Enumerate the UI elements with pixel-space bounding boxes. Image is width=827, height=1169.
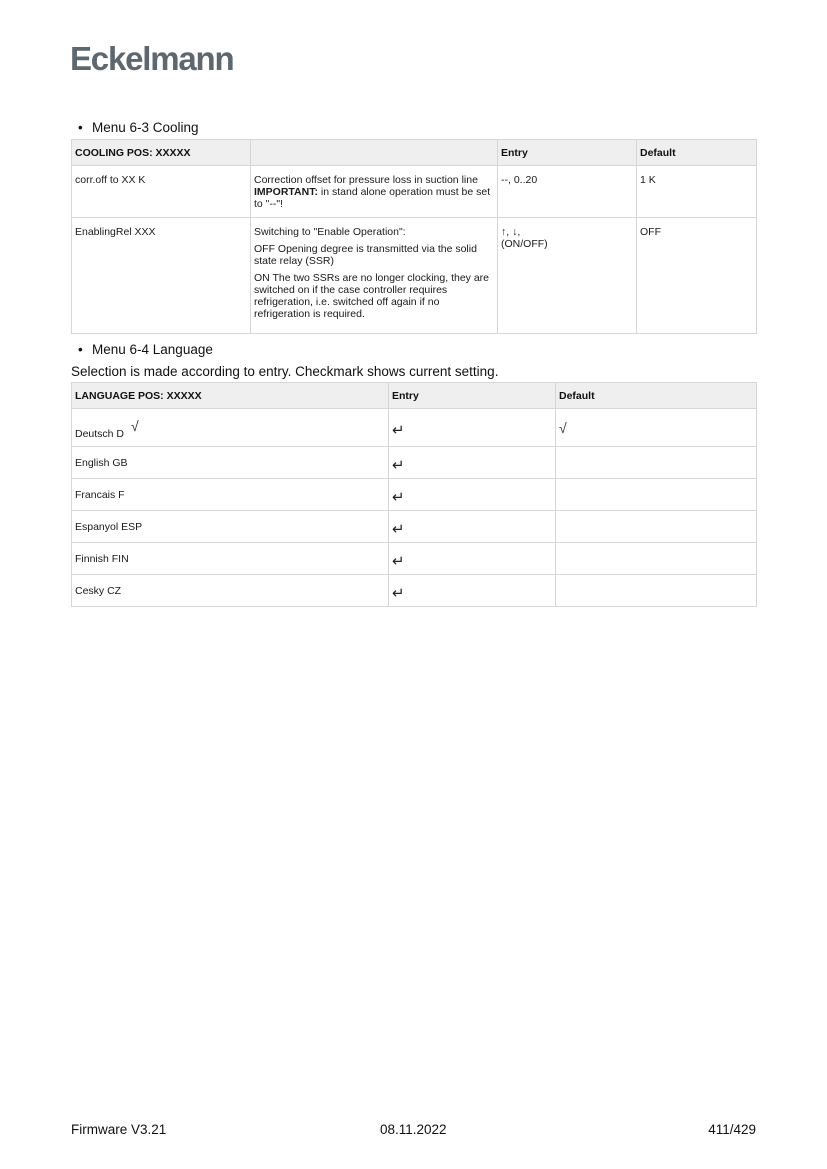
param-description <box>251 166 498 218</box>
checkmark-icon: √ <box>130 418 139 434</box>
enter-key-icon: ↵ <box>392 456 405 474</box>
cooling-heading-text: Menu 6-3 Cooling <box>92 120 199 135</box>
desc-text: ON The two SSRs are no longer clocking, they are switched on if the case controller requires refrigeration, i.e. switched off again if no refrigeration is required. <box>254 272 490 320</box>
language-heading <box>78 342 213 357</box>
bullet-dot: • <box>78 342 83 357</box>
cooling-heading <box>78 120 199 135</box>
language-table <box>71 382 757 607</box>
entry-cell <box>389 543 556 575</box>
entry-cell <box>389 409 556 447</box>
table-row <box>72 575 757 607</box>
language-option[interactable]: Francais F <box>72 479 389 511</box>
footer-date: 08.11.2022 <box>380 1122 447 1137</box>
enter-key-icon: ↵ <box>392 584 405 602</box>
language-option[interactable]: Finnish FIN <box>72 543 389 575</box>
language-option[interactable]: Espanyol ESP <box>72 511 389 543</box>
enter-key-icon: ↵ <box>392 552 405 570</box>
entry-value <box>498 218 637 334</box>
desc-text: Switching to "Enable Operation": <box>254 226 406 238</box>
default-cell <box>556 409 757 447</box>
column-header: Default <box>556 383 757 409</box>
table-row <box>72 511 757 543</box>
entry-cell <box>389 447 556 479</box>
entry-cell <box>389 575 556 607</box>
language-option[interactable] <box>72 409 389 447</box>
arrow-keys: ↑, ↓, <box>501 226 521 238</box>
param-description <box>251 218 498 334</box>
language-label: Deutsch D <box>75 428 125 440</box>
column-header <box>251 140 498 166</box>
desc-text: in stand alone operation must be set to "--"! <box>254 186 491 210</box>
column-header: LANGUAGE POS: XXXXX <box>72 383 389 409</box>
entry-options: (ON/OFF) <box>501 238 548 250</box>
table-row <box>72 409 757 447</box>
table-row <box>72 166 757 218</box>
default-value: 1 K <box>637 166 757 218</box>
param-name: EnablingRel XXX <box>72 218 251 334</box>
important-label: IMPORTANT: <box>254 186 318 198</box>
default-cell <box>556 479 757 511</box>
enter-key-icon: ↵ <box>392 488 405 506</box>
enter-key-icon: ↵ <box>392 421 405 439</box>
table-row <box>72 543 757 575</box>
desc-text: OFF Opening degree is transmitted via the solid state relay (SSR) <box>254 243 477 267</box>
enter-key-icon: ↵ <box>392 520 405 538</box>
cooling-table <box>71 139 757 334</box>
column-header: Entry <box>498 140 637 166</box>
table-row <box>72 447 757 479</box>
default-cell <box>556 543 757 575</box>
entry-cell <box>389 479 556 511</box>
column-header: Default <box>637 140 757 166</box>
language-intro: Selection is made according to entry. Checkmark shows current setting. <box>71 364 499 379</box>
default-cell <box>556 575 757 607</box>
checkmark-icon: √ <box>559 419 567 436</box>
entry-cell <box>389 511 556 543</box>
table-header-row <box>72 140 757 166</box>
footer-page-number: 411/429 <box>708 1122 756 1137</box>
column-header: Entry <box>389 383 556 409</box>
entry-value: --, 0..20 <box>498 166 637 218</box>
param-name: corr.off to XX K <box>72 166 251 218</box>
table-row <box>72 218 757 334</box>
language-heading-text: Menu 6-4 Language <box>92 342 213 357</box>
bullet-dot: • <box>78 120 83 135</box>
desc-text: Correction offset for pressure loss in suction line <box>254 174 478 186</box>
default-value: OFF <box>637 218 757 334</box>
eckelmann-logo: Eckelmann <box>70 40 234 77</box>
column-header: COOLING POS: XXXXX <box>72 140 251 166</box>
table-row <box>72 479 757 511</box>
language-option[interactable]: English GB <box>72 447 389 479</box>
language-option[interactable]: Cesky CZ <box>72 575 389 607</box>
default-cell <box>556 511 757 543</box>
table-header-row <box>72 383 757 409</box>
default-cell <box>556 447 757 479</box>
footer-firmware: Firmware V3.21 <box>71 1122 167 1137</box>
